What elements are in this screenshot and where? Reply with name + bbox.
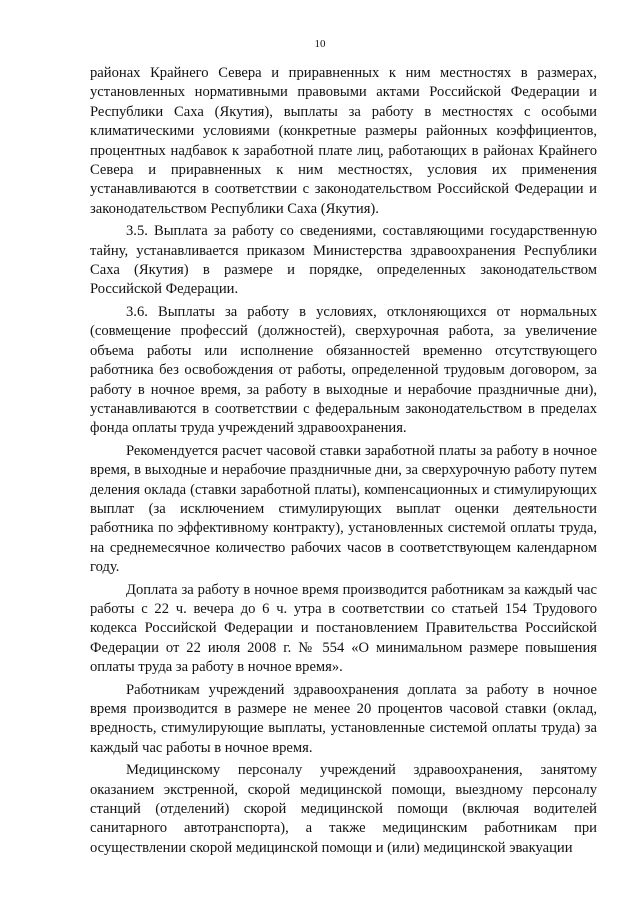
paragraph-healthcare-night-surcharge: Работникам учреждений здравоохранения доплата за работу в ночное время производится в размере не менее 20 процентов часовой ставки (оклад, вредность, стимулирующие выплаты, установленные системой оплаты труда) за каждый час работы в ночное время. (90, 681, 597, 756)
paragraph-continuation: районах Крайнего Севера и приравненных к ним местностях в размерах, установленных нормативными правовыми актами Российской Федерации и Республики Саха (Якутия), выплаты за работу в местностях с особыми климатическими условиями (конкретные размеры районных коэффициентов, процентных надбавок к заработной плате лиц, работающих в районах Крайнего Севера и приравненных к ним местностях, условия их применения устанавливаются в соответствии с законодательством Российской Федерации и законодательством Республики Саха (Якутия). (90, 65, 597, 217)
paragraph-3-5: 3.5. Выплата за работу со сведениями, составляющими государственную тайну, устанавливается приказом Министерства здравоохранения Республики Саха (Якутия) в размере и порядке, определенных законодательством Российской Федерации. (90, 223, 597, 298)
paragraph-night-work-surcharge: Доплата за работу в ночное время производится работникам за каждый час работы с 22 ч. вечера до 6 ч. утра в соответствии со статьей 154 Трудового кодекса Российской Федерации и постановлением Правительства Российской Федерации от 22 июля 2008 г. № 554 «О минимальном размере повышения оплаты труда за работу в ночное время». (90, 581, 597, 676)
paragraph-3-6: 3.6. Выплаты за работу в условиях, отклоняющихся от нормальных (совмещение профессий (должностей), сверхурочная работа, за увеличение объема работы или исполнение обязанностей временно отсутствующего работника без освобождения от работы, определенной трудовым договором, за работу в ночное время, за работу в выходные и нерабочие праздничные дни), устанавливаются в соответствии с федеральным законодательством в пределах фонда оплаты труда учреждений здравоохранения. (90, 303, 597, 437)
page-number: 10 (314, 38, 326, 50)
document-body (90, 64, 597, 858)
paragraph-hourly-rate: Рекомендуется расчет часовой ставки заработной платы за работу в ночное время, в выходные и нерабочие праздничные дни, за сверхурочную работу путем деления оклада (ставки заработной платы), компенсационных и стимулирующих выплат (за исключением стимулирующих выплат оценки деятельности работника по эффективному контракту), установленных системой оплаты труда, на среднемесячное количество рабочих часов в соответствующем календарном году. (90, 442, 597, 576)
paragraph-emergency-medical-staff: Медицинскому персоналу учреждений здравоохранения, занятому оказанием экстренной, скорой медицинской помощи, выездному персоналу станций (отделений) скорой медицинской помощи (включая водителей санитарного автотранспорта), а также медицинским работникам при осуществлении скорой медицинской помощи и (или) медицинской эвакуации (90, 762, 597, 856)
